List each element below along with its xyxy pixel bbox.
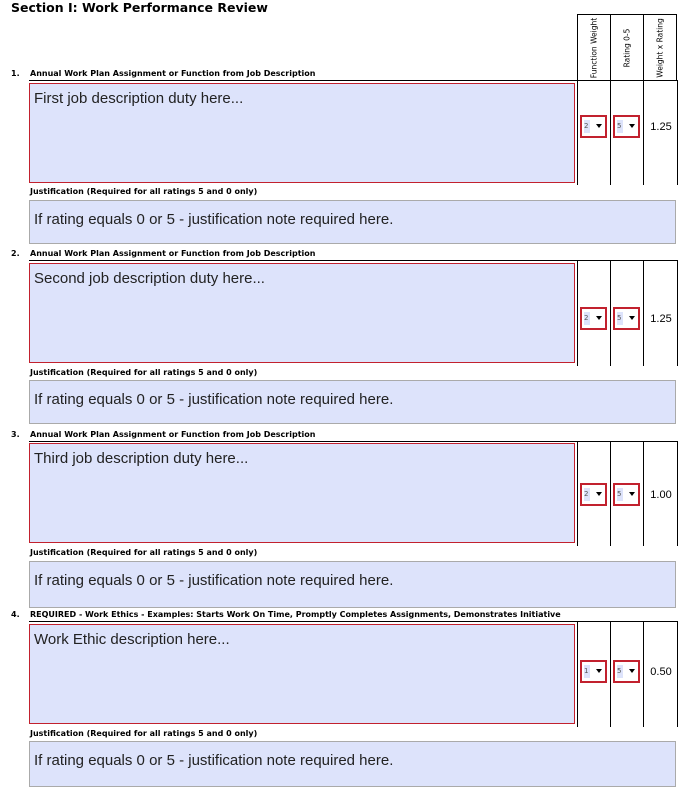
divider bbox=[677, 621, 678, 727]
item-label: REQUIRED - Work Ethics - Examples: Starts Work On Time, Promptly Completes Assignments, Demonstrates Initiative bbox=[30, 610, 561, 619]
rating-select[interactable]: 5 bbox=[613, 115, 640, 138]
justification-label: Justification (Required for all ratings 5 and 0 only) bbox=[30, 368, 258, 377]
dropdown-arrow-icon bbox=[629, 492, 635, 496]
weight-select[interactable]: 2 bbox=[580, 115, 607, 138]
justification-field[interactable]: If rating equals 0 or 5 - justification note required here. bbox=[29, 200, 676, 244]
divider bbox=[577, 80, 578, 185]
justification-label: Justification (Required for all ratings 5 and 0 only) bbox=[30, 729, 258, 738]
duty-field[interactable]: Second job description duty here... bbox=[29, 263, 575, 363]
divider bbox=[577, 260, 578, 366]
duty-field[interactable]: Work Ethic description here... bbox=[29, 624, 575, 724]
divider bbox=[610, 441, 611, 546]
divider bbox=[577, 441, 578, 546]
section-title: Section I: Work Performance Review bbox=[11, 0, 268, 15]
divider bbox=[677, 80, 678, 185]
justification-label: Justification (Required for all ratings 5 and 0 only) bbox=[30, 548, 258, 557]
dropdown-arrow-icon bbox=[596, 316, 602, 320]
weight-select[interactable]: 2 bbox=[580, 483, 607, 506]
divider bbox=[643, 260, 644, 366]
justification-field[interactable]: If rating equals 0 or 5 - justification note required here. bbox=[29, 561, 676, 608]
divider bbox=[29, 260, 677, 261]
item-number: 3. bbox=[11, 430, 20, 439]
divider bbox=[643, 621, 644, 727]
divider bbox=[29, 80, 677, 81]
item-label: Annual Work Plan Assignment or Function from Job Description bbox=[30, 69, 316, 78]
weight-x-rating-value: 0.50 bbox=[650, 666, 672, 678]
weight-x-rating-value: 1.25 bbox=[650, 313, 672, 325]
weight-select[interactable]: 1 bbox=[580, 660, 607, 683]
column-header-function-weight: Function Weight bbox=[577, 14, 611, 80]
divider bbox=[610, 621, 611, 727]
divider bbox=[577, 621, 578, 727]
dropdown-arrow-icon bbox=[596, 124, 602, 128]
dropdown-arrow-icon bbox=[596, 669, 602, 673]
rating-select[interactable]: 5 bbox=[613, 483, 640, 506]
item-number: 2. bbox=[11, 249, 20, 258]
weight-select[interactable]: 2 bbox=[580, 307, 607, 330]
divider bbox=[643, 80, 644, 185]
divider bbox=[29, 441, 677, 442]
divider bbox=[610, 80, 611, 185]
divider bbox=[29, 621, 677, 622]
dropdown-arrow-icon bbox=[629, 316, 635, 320]
duty-field[interactable]: Third job description duty here... bbox=[29, 443, 575, 543]
justification-field[interactable]: If rating equals 0 or 5 - justification note required here. bbox=[29, 741, 676, 787]
dropdown-arrow-icon bbox=[629, 669, 635, 673]
weight-x-rating-value: 1.25 bbox=[650, 121, 672, 133]
column-header-weight-x-rating: Weight x Rating bbox=[643, 14, 677, 80]
dropdown-arrow-icon bbox=[629, 124, 635, 128]
column-header-rating: Rating 0-5 bbox=[610, 14, 644, 80]
divider bbox=[677, 260, 678, 366]
duty-field[interactable]: First job description duty here... bbox=[29, 83, 575, 183]
weight-x-rating-value: 1.00 bbox=[650, 489, 672, 501]
divider bbox=[643, 441, 644, 546]
item-number: 1. bbox=[11, 69, 20, 78]
justification-field[interactable]: If rating equals 0 or 5 - justification note required here. bbox=[29, 380, 676, 424]
divider bbox=[610, 260, 611, 366]
rating-select[interactable]: 5 bbox=[613, 307, 640, 330]
justification-label: Justification (Required for all ratings 5 and 0 only) bbox=[30, 187, 258, 196]
rating-select[interactable]: 5 bbox=[613, 660, 640, 683]
divider bbox=[677, 441, 678, 546]
item-number: 4. bbox=[11, 610, 20, 619]
dropdown-arrow-icon bbox=[596, 492, 602, 496]
item-label: Annual Work Plan Assignment or Function from Job Description bbox=[30, 430, 316, 439]
item-label: Annual Work Plan Assignment or Function from Job Description bbox=[30, 249, 316, 258]
